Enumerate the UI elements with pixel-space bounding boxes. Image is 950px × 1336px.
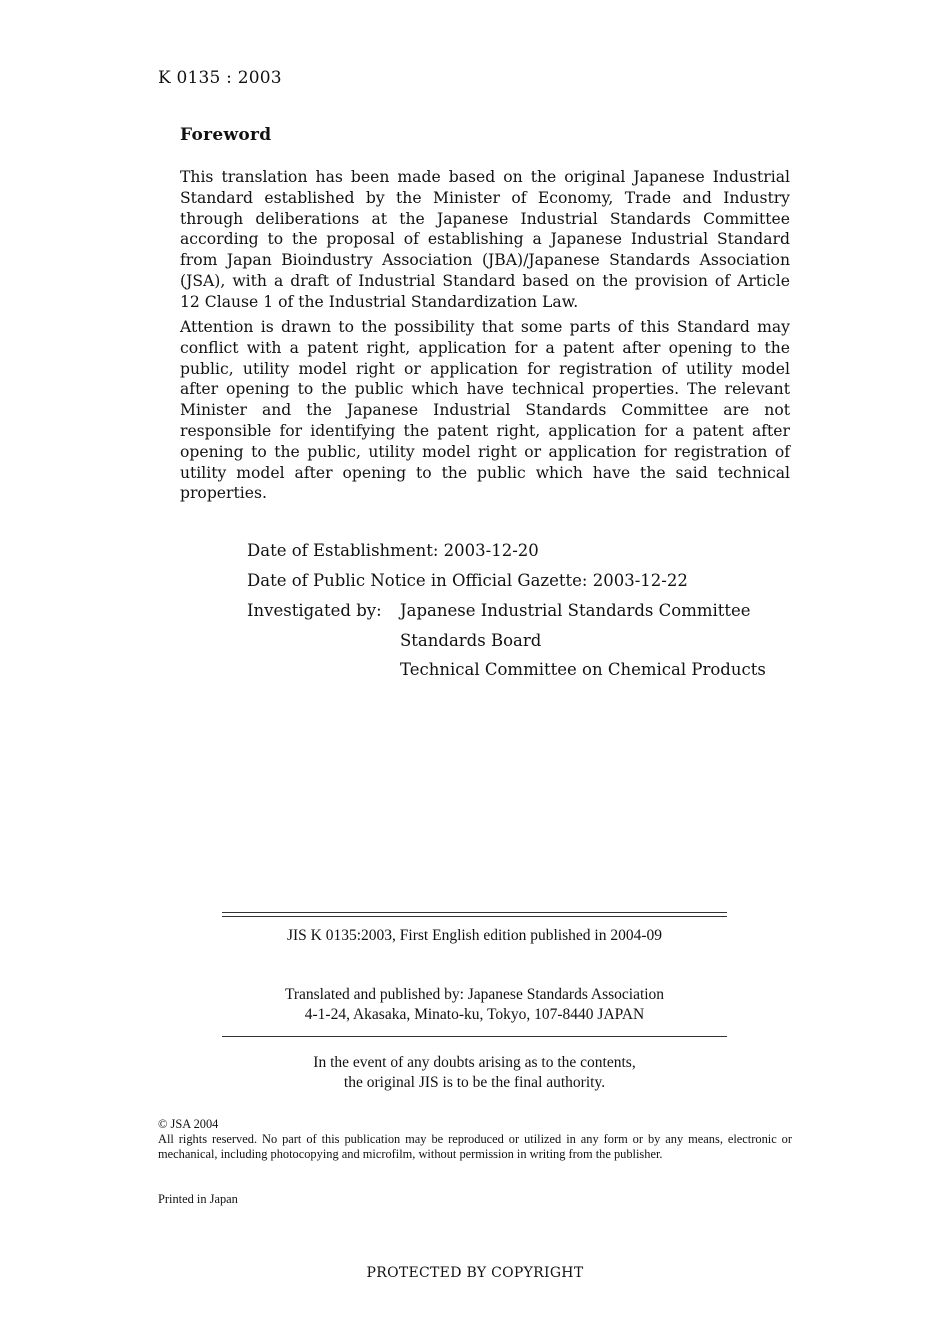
publisher-block	[222, 985, 727, 1025]
investigated-by-label: Investigated by:	[247, 601, 382, 620]
authority-notice	[222, 1053, 727, 1093]
printed-in: Printed in Japan	[158, 1192, 238, 1206]
authority-line-2: the original JIS is to be the final authority.	[343, 1074, 606, 1091]
publisher-address: 4-1-24, Akasaka, Minato-ku, Tokyo, 107-8440 JAPAN	[304, 1006, 645, 1023]
divider-top-1	[222, 912, 727, 913]
public-notice-date: Date of Public Notice in Official Gazette: 2003-12-22	[247, 571, 688, 590]
committee-line-2: Standards Board	[400, 631, 542, 650]
committee-line-1: Japanese Industrial Standards Committee	[400, 601, 751, 620]
committee-line-3: Technical Committee on Chemical Products	[400, 660, 766, 679]
translated-by-line: Translated and published by: Japanese Standards Association	[284, 986, 665, 1003]
protected-footer: PROTECTED BY COPYRIGHT	[366, 1265, 584, 1281]
establishment-date: Date of Establishment: 2003-12-20	[247, 541, 539, 560]
divider-bottom	[222, 1036, 727, 1037]
rights-statement: All rights reserved. No part of this publication may be reproduced or utilized in any form or by any means, electronic or mechanical, including photocopying and microfilm, without permission in writing from the publisher.	[158, 1132, 792, 1162]
foreword-paragraph-1: This translation has been made based on the original Japanese Industrial Standard established by the Minister of Economy, Trade and Industry through deliberations at the Japanese Industrial Standards Committee according to the proposal of establishing a Japanese Industrial Standard from Japan Bioindustry Association (JBA)/Japanese Standards Association (JSA), with a draft of Industrial Standard based on the provision of Article 12 Clause 1 of the Industrial Standardization Law.	[180, 168, 790, 311]
edition-statement: JIS K 0135:2003, First English edition published in 2004-09	[286, 927, 663, 944]
foreword-heading: Foreword	[180, 125, 272, 145]
copyright-notice: © JSA 2004	[158, 1117, 219, 1131]
authority-line-1: In the event of any doubts arising as to the contents,	[313, 1054, 636, 1071]
document-code: K 0135 : 2003	[158, 68, 282, 88]
foreword-paragraph-2: Attention is drawn to the possibility that some parts of this Standard may conflict with a patent right, application for a patent after opening to the public, utility model right or application for registration of utility model after opening to the public which have technical properties. The relevant Minister and the Japanese Industrial Standards Committee are not responsible for identifying the patent right, application for a patent after opening to the public, utility model right or application for registration of utility model after opening to the public which have the said technical properties.	[180, 318, 790, 503]
divider-top-2	[222, 916, 727, 917]
